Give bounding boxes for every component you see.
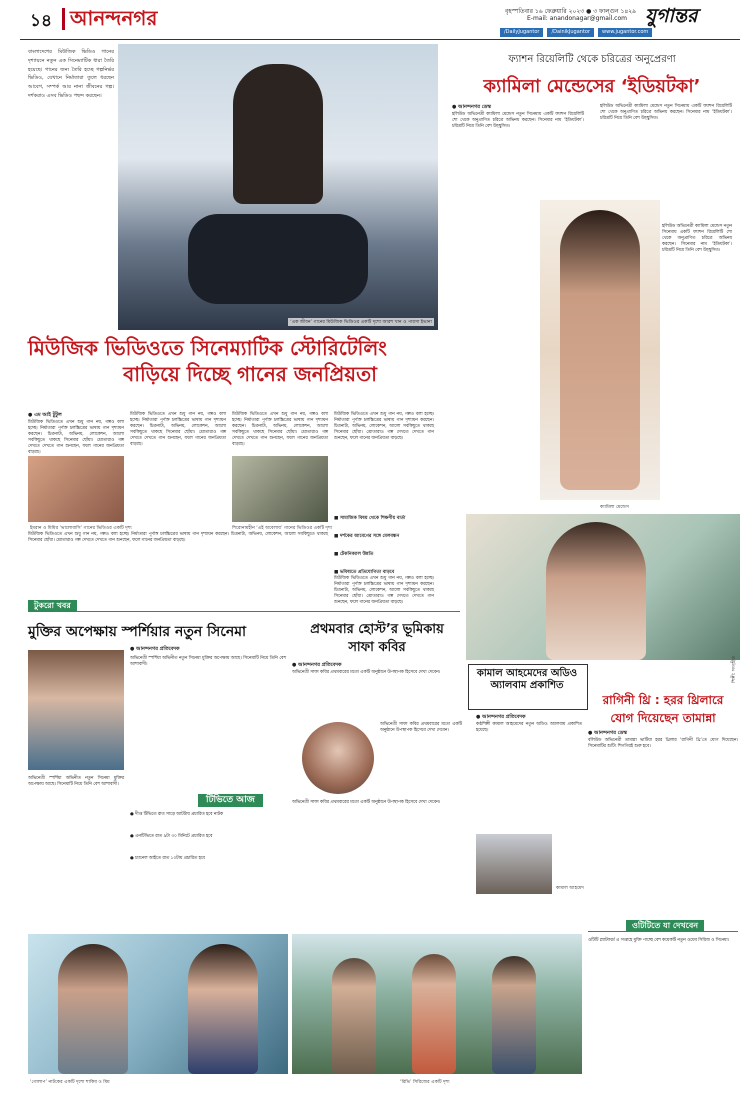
camila-kicker: ফ্যাশন রিয়েলিটি থেকে চরিত্রের অনুপ্রেরণা [508, 54, 676, 65]
tamanna-body-col1: বলিউড অভিনেত্রী তামান্না ভাটিয়া হরর থ্রিলার ‘রাগিনী থ্রি’তে যোগ দিয়েছেন। সিনেমাটির শুটিং শিগগিরই শুরু হবে। [588, 738, 738, 750]
lead-headline-2: বাড়িয়ে দিচ্ছে গানের জনপ্রিয়তা [123, 362, 377, 386]
camila-body-col1: হলিউড অভিনেত্রী ক্যামিলা মেন্ডেস নতুন সিনেমায় একটি ফ্যাশন রিয়েলিটি শো থেকে অনুপ্রাণিত চরিত্রে অভিনয় করছেন। সিনেমার নাম ‘ইডিয়টকা’। চরিত্রটি নিয়ে তিনি বেশ উচ্ছ্বসিত। [452, 112, 584, 130]
bottom-mid-figure-3 [492, 956, 536, 1074]
kamal-body: কণ্ঠশিল্পী কামাল আহমেদের নতুন অডিও অ্যালবাম প্রকাশিত হয়েছে। [476, 722, 582, 734]
safa-headline-2: সাফা কবির [348, 640, 406, 655]
lead-intro: বাংলাদেশের মিউজিক ভিডিও গানের দৃশ্যায়নে নতুন এক সিনেম্যাটিক ধারা তৈরি হয়েছে। গানের জন্য তৈরি হচ্ছে গল্পনির্ভর ভিডিও, যেখানে নির্মাতারা তুলে ধরছেন আবেগ, সম্পর্ক আর নানা জীবনের গল্প। দর্শকরাও এসব ভিডিও পছন্দ করছেন। [28, 49, 114, 99]
tv-label: টিভিতে আজ [198, 794, 263, 807]
bottom-mid-figure-1 [332, 958, 376, 1074]
lead-subhead-2: ■ দর্শকের আবেগের সঙ্গে মেলবন্ধন [334, 534, 400, 539]
kamal-headline: কামাল আহমেদের অডিও অ্যালবাম প্রকাশিত [476, 668, 578, 691]
sparshia-body: অভিনেত্রী স্পর্শিয়া অভিনীত নতুন সিনেমা মুক্তির অপেক্ষায় আছে। সিনেমাটি নিয়ে তিনি বেশ আশাবাদী। [130, 656, 286, 668]
bottom-left-photo [28, 934, 288, 1074]
camila-body-col2: হলিউড অভিনেত্রী ক্যামিলা মেন্ডেস নতুন সিনেমায় একটি ফ্যাশন রিয়েলিটি শো থেকে অনুপ্রাণিত চরিত্রে অভিনয় করছেন। সিনেমার নাম ‘ইডিয়টকা’। চরিত্রটি নিয়ে তিনি বেশ উচ্ছ্বসিত। [600, 104, 732, 122]
camila-byline: ● আনন্দনগর ডেস্ক [452, 104, 491, 110]
issue-date: বৃহস্পতিবার ১৬ ফেব্রুয়ারি ২০২৩ ● ৩ ফাল্গুন ১৪২৯ [505, 8, 637, 15]
sparshia-byline: ● আনন্দনগর প্রতিবেদক [130, 646, 180, 652]
newspaper-logo: যুগান্তর [645, 5, 698, 27]
sparshia-headline: মুক্তির অপেক্ষায় স্পর্শিয়ার নতুন সিনেমা [28, 624, 247, 640]
lead-photo-2-caption: ইমরান ও মিমির ‘ভালোবাসি’ গানের ভিডিওর একটি দৃশ্য [30, 526, 132, 531]
tamanna-headline-1: রাগিনী থ্রি : হরর থ্রিলারে [602, 693, 724, 707]
lead-subhead-3: ■ টেকনিক্যাল উন্নতি [334, 552, 374, 557]
bottom-mid-caption: ‘রিভি’ সিরিজের একটি দৃশ্য [400, 1080, 450, 1085]
camila-photo [540, 200, 660, 500]
kamal-byline: ● আনন্দনগর প্রতিবেদক [476, 714, 526, 720]
lead-photo [118, 44, 438, 330]
bottom-left-caption: ‘গোলাপ’ নাটকের একটি দৃশ্যে শাকিব ও মিম [30, 1080, 110, 1085]
lead-subhead-4: ■ ভবিষ্যতে প্রতিযোগিতা বাড়বে [334, 570, 395, 575]
motorbike-shape [188, 214, 368, 304]
tamanna-photo-caption: শিল্পী: সংগৃহীত [732, 656, 737, 683]
sparshia-body-lower: অভিনেত্রী স্পর্শিয়া অভিনীত নতুন সিনেমা মুক্তির অপেক্ষায় আছে। সিনেমাটি নিয়ে তিনি বেশ আশাবাদী। [28, 776, 124, 788]
tukro-label: টুকরো খবর [28, 600, 77, 612]
page-number: ১৪ [30, 11, 53, 31]
social-twitter[interactable]: /DainikJugantor [547, 28, 594, 37]
lead-photo-caption: ‘এক জীবন’ গানের মিউজিক ভিডিওর একটি দৃশ্যে আরশ খান ও পারসা ইভানা [290, 320, 432, 325]
safa-headline-1: প্রথমবার হোস্ট’র ভূমিকায় [310, 622, 444, 637]
bottom-left-figure-1 [58, 944, 128, 1074]
section-title: আনন্দনগর [70, 6, 158, 30]
lead-headline-1: মিউজিক ভিডিওতে সিনেম্যাটিক স্টোরিটেলিং [28, 336, 387, 360]
camila-figure [560, 210, 640, 490]
camila-body-col3: হলিউড অভিনেত্রী ক্যামিলা মেন্ডেস নতুন সিনেমায় একটি ফ্যাশন রিয়েলিটি শো থেকে অনুপ্রাণিত চরিত্রে অভিনয় করছেন। সিনেমার নাম ‘ইডিয়টকা’। চরিত্রটি নিয়ে তিনি বেশ উচ্ছ্বসিত। [662, 224, 732, 254]
ott-body: ওটিটি প্ল্যাটফর্মে এ সপ্তাহে মুক্তি পাচ্ছে বেশ কয়েকটি নতুন ওয়েব সিরিজ ও সিনেমা। [588, 938, 730, 943]
ott-rule [588, 931, 738, 932]
tamanna-byline: ● আনন্দনগর ডেস্ক [588, 730, 627, 736]
camila-headline: ক্যামিলা মেন্ডেসের ‘ইডিয়টকা’ [483, 76, 701, 97]
lead-body-lower: মিউজিক ভিডিওতে এখন শুধু গান নয়, গল্পও বলা হচ্ছে। নির্মাতারা পূর্ণাঙ্গ চলচ্চিত্রের ভাষায় গান দৃশ্যায়ন করছেন। চিত্রনাট্য, অভিনয়, লোকেশন, আলো সবকিছুতে থাকছে সিনেমার ছোঁয়া। শ্রোতারাও গল্প দেখতে দেখতে গান শুনছেন, ফলে গানের জনপ্রিয়তা বাড়ছে। [28, 532, 328, 544]
bottom-mid-photo [292, 934, 582, 1074]
safa-body-right: অভিনেত্রী সাফা কবির প্রথমবারের মতো একটি অনুষ্ঠানে উপস্থাপক হিসেবে দেখা দেবেন। [380, 722, 462, 734]
kamal-photo-caption: কামাল আহমেদ [556, 886, 584, 891]
tamanna-figure [546, 522, 646, 660]
section-divider [62, 8, 65, 30]
lead-photo-2 [28, 456, 124, 522]
social-facebook[interactable]: /DailyJugantor [500, 28, 543, 37]
lead-subhead-1: ■ সামাজিক বিষয় থেকে শিক্ষণীয় বার্তা [334, 516, 406, 521]
lead-body-col3: মিউজিক ভিডিওতে এখন শুধু গান নয়, গল্পও বলা হচ্ছে। নির্মাতারা পূর্ণাঙ্গ চলচ্চিত্রের ভাষায় গান দৃশ্যায়ন করছেন। চিত্রনাট্য, অভিনয়, লোকেশন, আলো সবকিছুতে থাকছে সিনেমার ছোঁয়া। শ্রোতারাও গল্প দেখতে দেখতে গান শুনছেন, ফলে গানের জনপ্রিয়তা বাড়ছে। [232, 412, 328, 448]
header-rule [20, 39, 740, 40]
kamal-photo [476, 834, 552, 894]
camila-photo-caption: ক্যামিলা মেন্ডেস [600, 505, 629, 510]
tv-item-3: ● চ্যানেল আইতে রাত ১০টায় প্রচারিত হবে [130, 856, 205, 861]
bottom-left-figure-2 [188, 944, 258, 1074]
lead-photo-3 [232, 456, 328, 522]
safa-body-lower: অভিনেত্রী সাফা কবির প্রথমবারের মতো একটি অনুষ্ঠানে উপস্থাপক হিসেবে দেখা দেবেন। [292, 800, 441, 805]
tamanna-headline-2: যোগ দিয়েছেন তামান্না [610, 711, 716, 725]
bottom-mid-figure-2 [412, 954, 456, 1074]
tv-item-1: ● দীপ্ত টিভিতে রাত সাড়ে আটটায় প্রচারিত হবে নাটক [130, 812, 223, 817]
safa-body: অভিনেত্রী সাফা কবির প্রথমবারের মতো একটি অনুষ্ঠানে উপস্থাপক হিসেবে দেখা দেবেন। [292, 670, 441, 675]
lead-photo-3-caption: শিরোনামহীন ‘এই অবেলায়’ গানের ভিডিওর একটি দৃশ্য [232, 526, 333, 531]
couple-silhouette [233, 64, 323, 204]
lead-body-col2: মিউজিক ভিডিওতে এখন শুধু গান নয়, গল্পও বলা হচ্ছে। নির্মাতারা পূর্ণাঙ্গ চলচ্চিত্রের ভাষায় গান দৃশ্যায়ন করছেন। চিত্রনাট্য, অভিনয়, লোকেশন, আলো সবকিছুতে থাকছে সিনেমার ছোঁয়া। শ্রোতারাও গল্প দেখতে দেখতে গান শুনছেন, ফলে গানের জনপ্রিয়তা বাড়ছে। [130, 412, 226, 448]
lead-body-col1: মিউজিক ভিডিওতে এখন শুধু গান নয়, গল্পও বলা হচ্ছে। নির্মাতারা পূর্ণাঙ্গ চলচ্চিত্রের ভাষায় গান দৃশ্যায়ন করছেন। চিত্রনাট্য, অভিনয়, লোকেশন, আলো সবকিছুতে থাকছে সিনেমার ছোঁয়া। শ্রোতারাও গল্প দেখতে দেখতে গান শুনছেন, ফলে গানের জনপ্রিয়তা বাড়ছে। [28, 420, 124, 456]
email: E-mail: anandonagar@gmail.com [527, 15, 627, 22]
lead-byline: ● এম আই টুটুল [28, 412, 62, 418]
social-bar [500, 28, 740, 37]
sparshia-photo [28, 650, 124, 770]
safa-byline: ● আনন্দনগর প্রতিবেদক [292, 662, 342, 668]
ott-label: ওটিটিতে যা দেখবেন [626, 920, 704, 932]
safa-photo [302, 722, 374, 794]
tv-item-2: ● এনটিভিতে রাত ৯টা ৩০ মিনিটে প্রচারিত হবে [130, 834, 213, 839]
tukro-rule [28, 611, 460, 612]
lead-body-col4: মিউজিক ভিডিওতে এখন শুধু গান নয়, গল্পও বলা হচ্ছে। নির্মাতারা পূর্ণাঙ্গ চলচ্চিত্রের ভাষায় গান দৃশ্যায়ন করছেন। চিত্রনাট্য, অভিনয়, লোকেশন, আলো সবকিছুতে থাকছে সিনেমার ছোঁয়া। শ্রোতারাও গল্প দেখতে দেখতে গান শুনছেন, ফলে গানের জনপ্রিয়তা বাড়ছে। [334, 412, 434, 442]
lead-body-col4-lower: মিউজিক ভিডিওতে এখন শুধু গান নয়, গল্পও বলা হচ্ছে। নির্মাতারা পূর্ণাঙ্গ চলচ্চিত্রের ভাষায় গান দৃশ্যায়ন করছেন। চিত্রনাট্য, অভিনয়, লোকেশন, আলো সবকিছুতে থাকছে সিনেমার ছোঁয়া। শ্রোতারাও গল্প দেখতে দেখতে গান শুনছেন, ফলে গানের জনপ্রিয়তা বাড়ছে। [334, 576, 434, 606]
masthead [0, 0, 748, 40]
social-web[interactable]: www.jugantor.com [598, 28, 652, 37]
